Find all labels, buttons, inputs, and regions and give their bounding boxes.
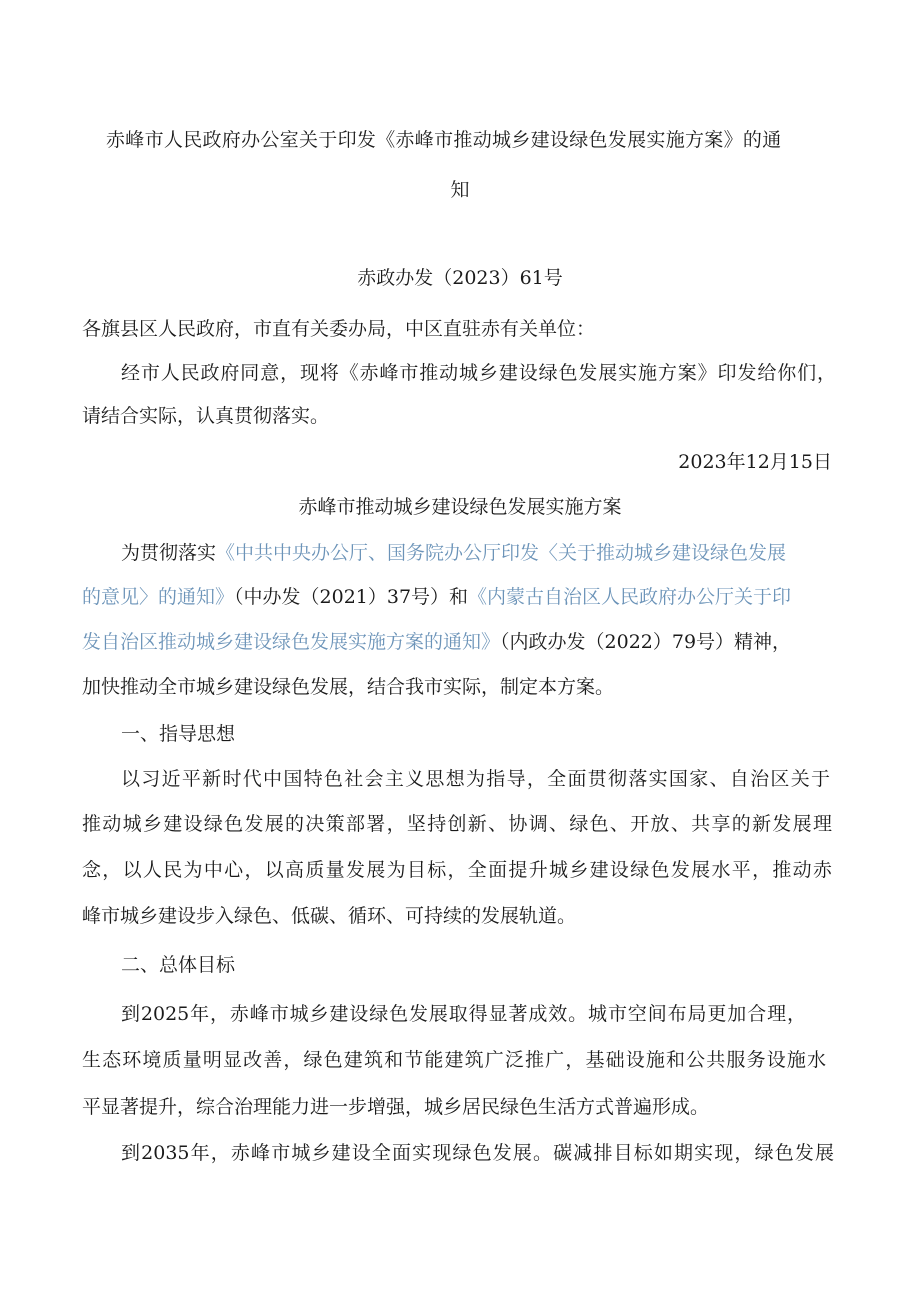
central-doc-number: （中办发（2021）37号）和 <box>234 586 469 608</box>
intro-line-3 <box>82 630 791 654</box>
section-1-line-3: 念，以人民为中心，以高质量发展为目标，全面提升城乡建设绿色发展水平，推动赤 <box>82 859 832 881</box>
section-2-p2-line-1: 到2035年，赤峰市城乡建设全面实现绿色发展。碳减排目标如期实现，绿色发展 <box>121 1142 834 1164</box>
central-notice-link[interactable]: 《中共中央办公厅、国务院办公厅印发〈关于推动城乡建设绿色发展 <box>216 542 787 564</box>
section-1-heading: 一、指导思想 <box>121 723 236 745</box>
central-notice-link-cont[interactable]: 的意见〉的通知》 <box>82 586 235 608</box>
intro-line-1 <box>121 541 786 565</box>
document-title-line-2: 知 <box>450 179 470 201</box>
intro-prefix: 为贯彻落实 <box>121 542 217 564</box>
notice-body-line-1: 经市人民政府同意，现将《赤峰市推动城乡建设绿色发展实施方案》印发给你们， <box>121 362 836 384</box>
section-1-line-4: 峰市城乡建设步入绿色、低碳、循环、可持续的发展轨道。 <box>82 905 577 927</box>
issue-date: 2023年12月15日 <box>678 451 832 473</box>
addressee: 各旗县区人民政府，市直有关委办局，中区直驻赤有关单位： <box>82 318 596 340</box>
intro-line-2 <box>82 585 791 609</box>
section-2-p1-line-1: 到2025年，赤峰市城乡建设绿色发展取得显著成效。城市空间布局更加合理， <box>121 1003 806 1025</box>
region-notice-link[interactable]: 《内蒙古自治区人民政府办公厅关于印 <box>468 586 792 608</box>
section-2-heading: 二、总体目标 <box>121 954 236 976</box>
document-title-line-1: 赤峰市人民政府办公室关于印发《赤峰市推动城乡建设绿色发展实施方案》的通 <box>106 129 782 151</box>
region-notice-link-cont[interactable]: 发自治区推动城乡建设绿色发展实施方案的通知》 <box>82 631 501 653</box>
plan-title: 赤峰市推动城乡建设绿色发展实施方案 <box>298 496 622 518</box>
document-number: 赤政办发（2023）61号 <box>357 267 563 289</box>
region-doc-number: （内政办发（2022）79号）精神， <box>500 631 792 653</box>
section-2-p1-line-2: 生态环境质量明显改善，绿色建筑和节能建筑广泛推广，基础设施和公共服务设施水 <box>82 1049 826 1071</box>
intro-line-4: 加快推动全市城乡建设绿色发展，结合我市实际，制定本方案。 <box>82 676 615 698</box>
section-1-line-2: 推动城乡建设绿色发展的决策部署，坚持创新、协调、绿色、开放、共享的新发展理 <box>82 813 832 835</box>
section-1-line-1: 以习近平新时代中国特色社会主义思想为指导，全面贯彻落实国家、自治区关于 <box>121 768 830 790</box>
section-2-p1-line-3: 平显著提升，综合治理能力进一步增强，城乡居民绿色生活方式普遍形成。 <box>82 1096 710 1118</box>
notice-body-line-2: 请结合实际，认真贯彻落实。 <box>82 405 330 427</box>
